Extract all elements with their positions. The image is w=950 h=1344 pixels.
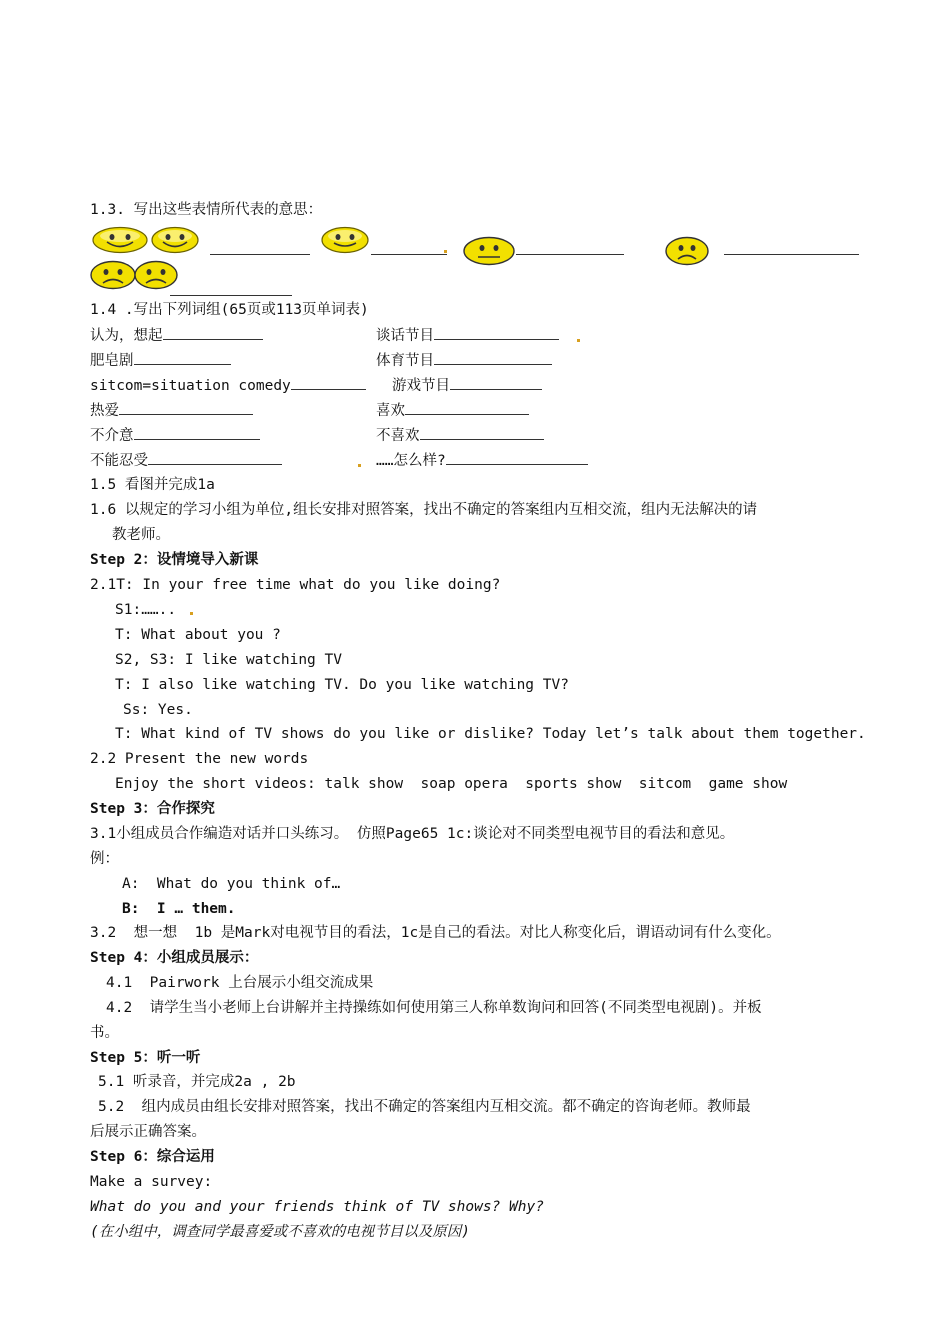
answer-blank[interactable] bbox=[724, 240, 859, 255]
answer-blank[interactable] bbox=[450, 375, 542, 390]
answer-blank[interactable] bbox=[148, 450, 282, 465]
section-1-5: 1.5 看图并完成1a bbox=[90, 477, 215, 493]
step4-heading: Step 4：小组成员展示： bbox=[90, 950, 259, 966]
section-5-2-line1: 5.2 组内成员由组长安排对照答案，找出不确定的答案组内互相交流。都不确定的咨询老师。教师最 bbox=[98, 1099, 751, 1115]
section-3-2: 3.2 想一想 1b 是Mark对电视节目的看法，1c是自己的看法。对比人称变化后，谓语动词有什么变化。 bbox=[90, 925, 781, 941]
answer-blank[interactable] bbox=[405, 400, 529, 415]
section-2-2: 2.2 Present the new words bbox=[90, 751, 309, 767]
phrase-item: sitcom=situation comedy bbox=[90, 375, 366, 396]
section-1-6-line1: 1.6 以规定的学习小组为单位,组长安排对照答案，找出不确定的答案组内互相交流，组内无法解决的请 bbox=[90, 502, 758, 518]
section-5-1: 5.1 听录音，并完成2a , 2b bbox=[98, 1074, 296, 1090]
section-4-2-line2: 书。 bbox=[90, 1025, 119, 1041]
dialog-line: T: I also like watching TV. Do you like watching TV? bbox=[115, 677, 569, 693]
dialog-line: B: I … them. bbox=[122, 901, 236, 917]
dialog-line: S1:…….. bbox=[115, 602, 177, 618]
answer-blank[interactable] bbox=[371, 240, 447, 255]
dialog-line: A: What do you think of… bbox=[122, 876, 341, 892]
section-5-2-line2: 后展示正确答案。 bbox=[90, 1124, 206, 1140]
answer-blank[interactable] bbox=[210, 240, 310, 255]
section-1-4-title: 1.4 .写出下列词组(65页或113页单词表) bbox=[90, 302, 369, 318]
new-words-line: Enjoy the short videos: talk show soap opera sports show sitcom game show bbox=[115, 776, 788, 792]
decoration-dot bbox=[358, 464, 361, 467]
happy-face-icon bbox=[320, 226, 370, 254]
example-label: 例： bbox=[90, 851, 119, 867]
decoration-dot bbox=[577, 339, 580, 342]
happy-face-icon bbox=[91, 226, 149, 254]
dialog-line: T: What about you ? bbox=[115, 627, 281, 643]
phrase-item: 喜欢 bbox=[376, 400, 529, 421]
phrase-item: 热爱 bbox=[90, 400, 253, 421]
dialog-line: S2, S3: I like watching TV bbox=[115, 652, 342, 668]
phrase-item: 肥皂剧 bbox=[90, 350, 231, 371]
neutral-face-icon bbox=[462, 236, 516, 266]
section-1-6-line2: 教老师。 bbox=[112, 527, 170, 543]
answer-blank[interactable] bbox=[119, 400, 253, 415]
decoration-dot bbox=[190, 612, 193, 615]
phrase-item: 谈话节目 bbox=[376, 325, 559, 346]
step2-heading: Step 2：设情境导入新课 bbox=[90, 552, 259, 568]
phrase-item: 认为，想起 bbox=[90, 325, 263, 346]
phrase-item: 不介意 bbox=[90, 425, 260, 446]
dialog-line: T: What kind of TV shows do you like or dislike? Today let’s talk about them together. bbox=[115, 726, 866, 742]
phrase-item: 游戏节目 bbox=[392, 375, 542, 396]
happy-face-icon bbox=[150, 226, 200, 254]
sad-face-icon bbox=[89, 260, 137, 290]
step6-heading: Step 6：综合运用 bbox=[90, 1149, 215, 1165]
answer-blank[interactable] bbox=[434, 350, 552, 365]
survey-question: What do you and your friends think of TV shows? Why? bbox=[90, 1199, 544, 1215]
phrase-item: ……怎么样? bbox=[376, 450, 588, 471]
answer-blank[interactable] bbox=[446, 450, 588, 465]
phrase-item: 不能忍受 bbox=[90, 450, 282, 471]
phrase-item: 不喜欢 bbox=[376, 425, 544, 446]
decoration-dot bbox=[444, 250, 447, 253]
sad-face-icon bbox=[664, 236, 710, 266]
answer-blank[interactable] bbox=[516, 240, 624, 255]
answer-blank[interactable] bbox=[163, 325, 263, 340]
section-3-1: 3.1小组成员合作编造对话并口头练习。 仿照Page65 1c:谈论对不同类型电视节目的看法和意见。 bbox=[90, 826, 735, 842]
step5-heading: Step 5：听一听 bbox=[90, 1050, 201, 1066]
step3-heading: Step 3：合作探究 bbox=[90, 801, 215, 817]
section-1-3-title: 1.3. 写出这些表情所代表的意思： bbox=[90, 202, 323, 218]
survey-label: Make a survey: bbox=[90, 1174, 213, 1190]
answer-blank[interactable] bbox=[420, 425, 544, 440]
answer-blank[interactable] bbox=[134, 350, 231, 365]
survey-instruction: (在小组中，调查同学最喜爱或不喜欢的电视节目以及原因) bbox=[90, 1224, 470, 1240]
answer-blank[interactable] bbox=[291, 375, 366, 390]
phrase-item: 体育节目 bbox=[376, 350, 552, 371]
section-4-2-line1: 4.2 请学生当小老师上台讲解并主持操练如何使用第三人称单数询问和回答(不同类型电视剧)。并板 bbox=[106, 1000, 762, 1016]
answer-blank[interactable] bbox=[134, 425, 260, 440]
dialog-line: Ss: Yes. bbox=[123, 702, 193, 718]
answer-blank[interactable] bbox=[434, 325, 559, 340]
section-4-1: 4.1 Pairwork 上台展示小组交流成果 bbox=[106, 975, 374, 991]
dialog-line: 2.1T: In your free time what do you like doing? bbox=[90, 577, 501, 593]
answer-blank[interactable] bbox=[170, 281, 292, 296]
